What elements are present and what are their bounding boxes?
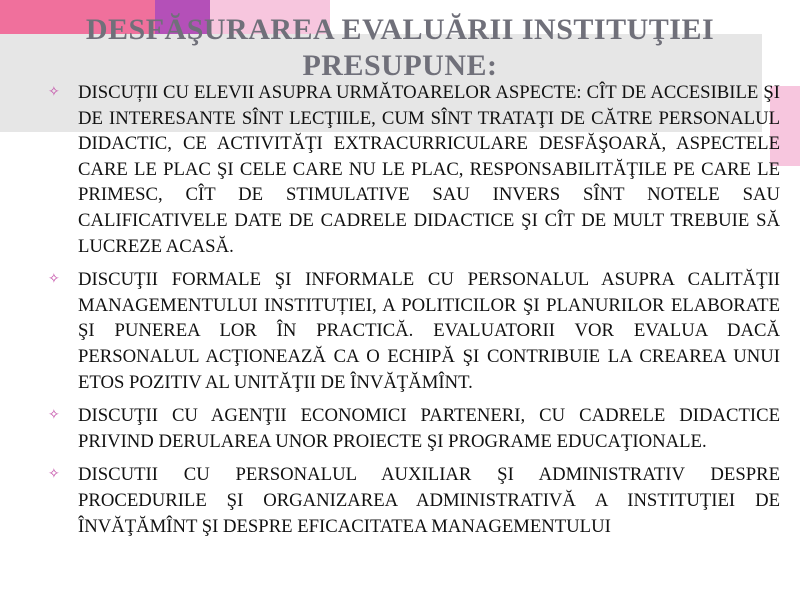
pink-diamond-bullet-icon: ✧ (48, 408, 60, 424)
bullet-item (48, 267, 780, 395)
bullet-list (48, 80, 780, 539)
bullet-item (48, 403, 780, 454)
bullet-text: DISCUTII CU PERSONALUL AUXILIAR ŞI ADMINISTRATIV DESPRE PROCEDURILE ŞI ORGANIZAREA ADMINISTRATIVĂ A INSTITUŢIEI DE ÎNVĂŢĂMÎNT ŞI DESPRE EFICACITATEA MANAGEMENTULUI (78, 464, 780, 537)
slide-content (48, 80, 780, 547)
bullet-text: DISCUŢII CU AGENŢII ECONOMICI PARTENERI, CU CADRELE DIDACTICE PRIVIND DERULAREA UNOR PROIECTE ŞI PROGRAME EDUCAŢIONALE. (78, 405, 780, 452)
bullet-text: DISCUȚII CU ELEVII ASUPRA URMĂTOARELOR ASPECTE: CÎT DE ACCESIBILE ŞI DE INTERESANTE SÎNT LECŢIILE, CUM SÎNT TRATAŢI DE CĂTRE PERSONALUL DIDACTIC, CE ACTIVITĂŢI EXTRACURRICULARE DESFĂŞOARĂ, ASPECTELE CARE LE PLAC ŞI CELE CARE NU LE PLAC, RESPONSABILITĂŢILE PE CARE LE PRIMESC, CÎT DE STIMULATIVE SAU INVERS SÎNT NOTELE SAU CALIFICATIVELE DATE DE CADRELE DIDACTICE ŞI CÎT DE MULT TREBUIE SĂ LUCREZE ACASĂ. (78, 82, 780, 257)
bullet-item (48, 80, 780, 259)
slide-title: DESFĂŞURAREA EVALUĂRII INSTITUŢIEI PRESUPUNE: (85, 13, 715, 82)
pink-diamond-bullet-icon: ✧ (48, 467, 60, 483)
pink-diamond-bullet-icon: ✧ (48, 85, 60, 100)
pink-diamond-bullet-icon: ✧ (48, 272, 60, 288)
bullet-item (48, 462, 780, 539)
bullet-text: DISCUŢII FORMALE ŞI INFORMALE CU PERSONALUL ASUPRA CALITĂŢII MANAGEMENTULUI INSTITUȚIEI, A POLITICILOR ŞI PLANURILOR ELABORATE ŞI PUNEREA LOR ÎN PRACTICĂ. EVALUATORII VOR EVALUA DACĂ PERSONALUL ACŢIONEAZĂ CA O ECHIPĂ ŞI CONTRIBUIE LA CREAREA UNUI ETOS POZITIV AL UNITĂŢII DE ÎNVĂŢĂMÎNT. (78, 269, 780, 393)
